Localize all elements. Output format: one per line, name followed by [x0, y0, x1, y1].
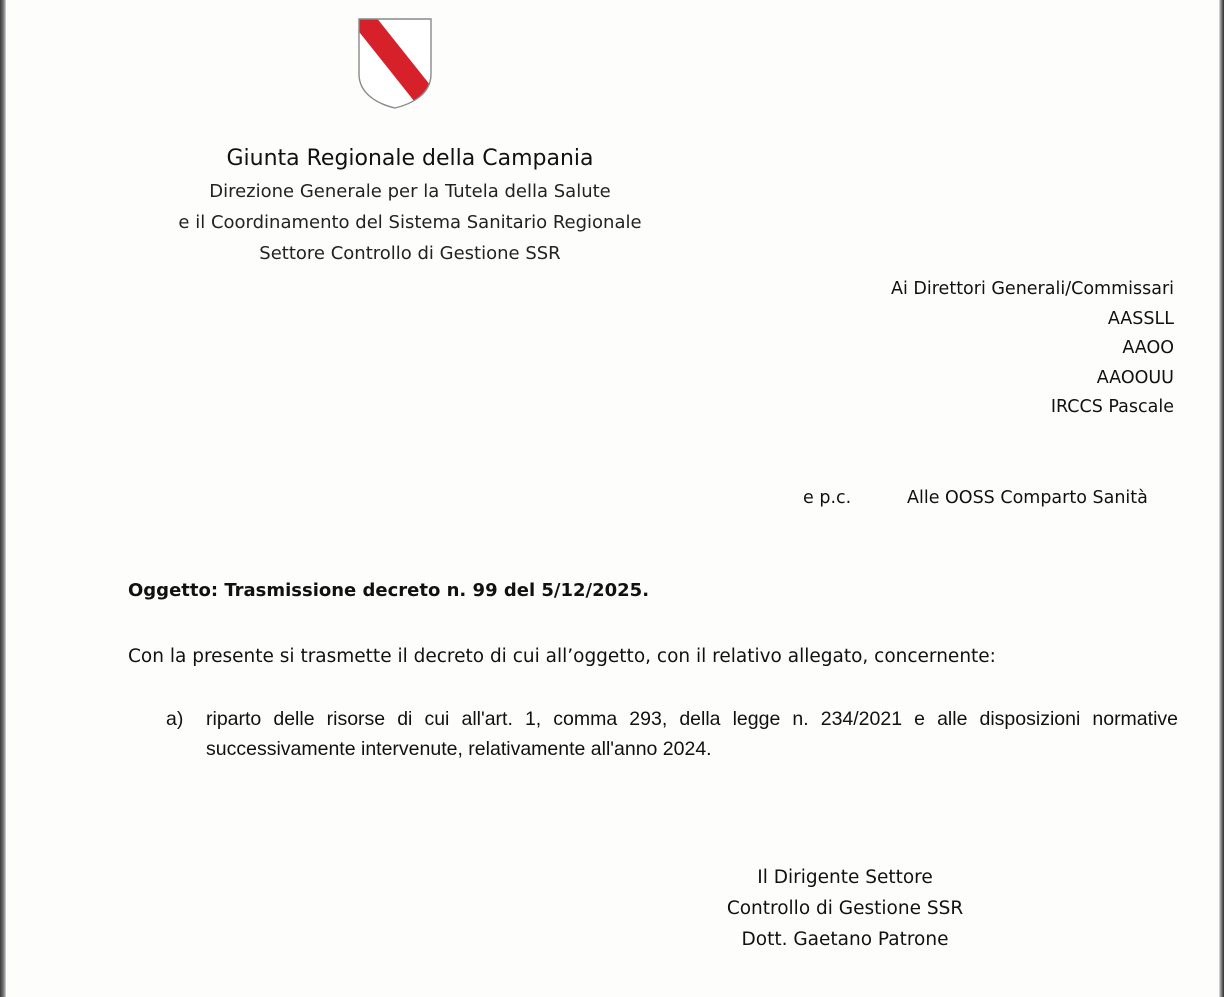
signature-line: Il Dirigente Settore — [757, 867, 933, 888]
scan-edge-right — [1219, 0, 1224, 997]
cc-recipient: Alle OOSS Comparto Sanità — [907, 488, 1148, 508]
signature-line: Controllo di Gestione SSR — [726, 898, 964, 919]
recipient-line: AASSLL — [1107, 308, 1174, 329]
department-line: Direzione Generale per la Tutela della Salute — [209, 181, 611, 202]
list-item-text: riparto delle risorse di cui all'art. 1, comma 293, della legge n. 234/2021 e alle disposizioni normative successivamente intervenute, relativamente all'anno 2024. — [206, 708, 1178, 760]
recipient-line: AAOOUU — [1096, 367, 1174, 388]
signature-name: Dott. Gaetano Patrone — [741, 929, 949, 950]
recipient-line: Ai Direttori Generali/Commissari — [891, 279, 1174, 299]
cc-block — [803, 484, 1148, 512]
sector-line: Settore Controllo di Gestione SSR — [259, 243, 561, 264]
signature-block — [700, 862, 990, 955]
recipient-line: AAOO — [1122, 338, 1174, 358]
list-marker: a) — [166, 708, 184, 730]
organization-title: Giunta Regionale della Campania — [226, 146, 594, 171]
subject-line: Oggetto: Trasmissione decreto n. 99 del 5/12/2025. — [128, 580, 650, 601]
recipient-line: IRCCS Pascale — [1050, 397, 1174, 417]
department-line: e il Coordinamento del Sistema Sanitario Regionale — [178, 212, 642, 233]
letterhead — [110, 142, 710, 269]
scan-edge-left — [0, 0, 6, 997]
region-shield-icon — [356, 16, 434, 110]
body-intro: Con la presente si trasmette il decreto di cui all’oggetto, con il relativo allegato, concernente: — [128, 646, 996, 667]
recipients-block — [891, 275, 1174, 423]
list-item — [166, 704, 1178, 764]
cc-label: e p.c. — [803, 488, 852, 508]
